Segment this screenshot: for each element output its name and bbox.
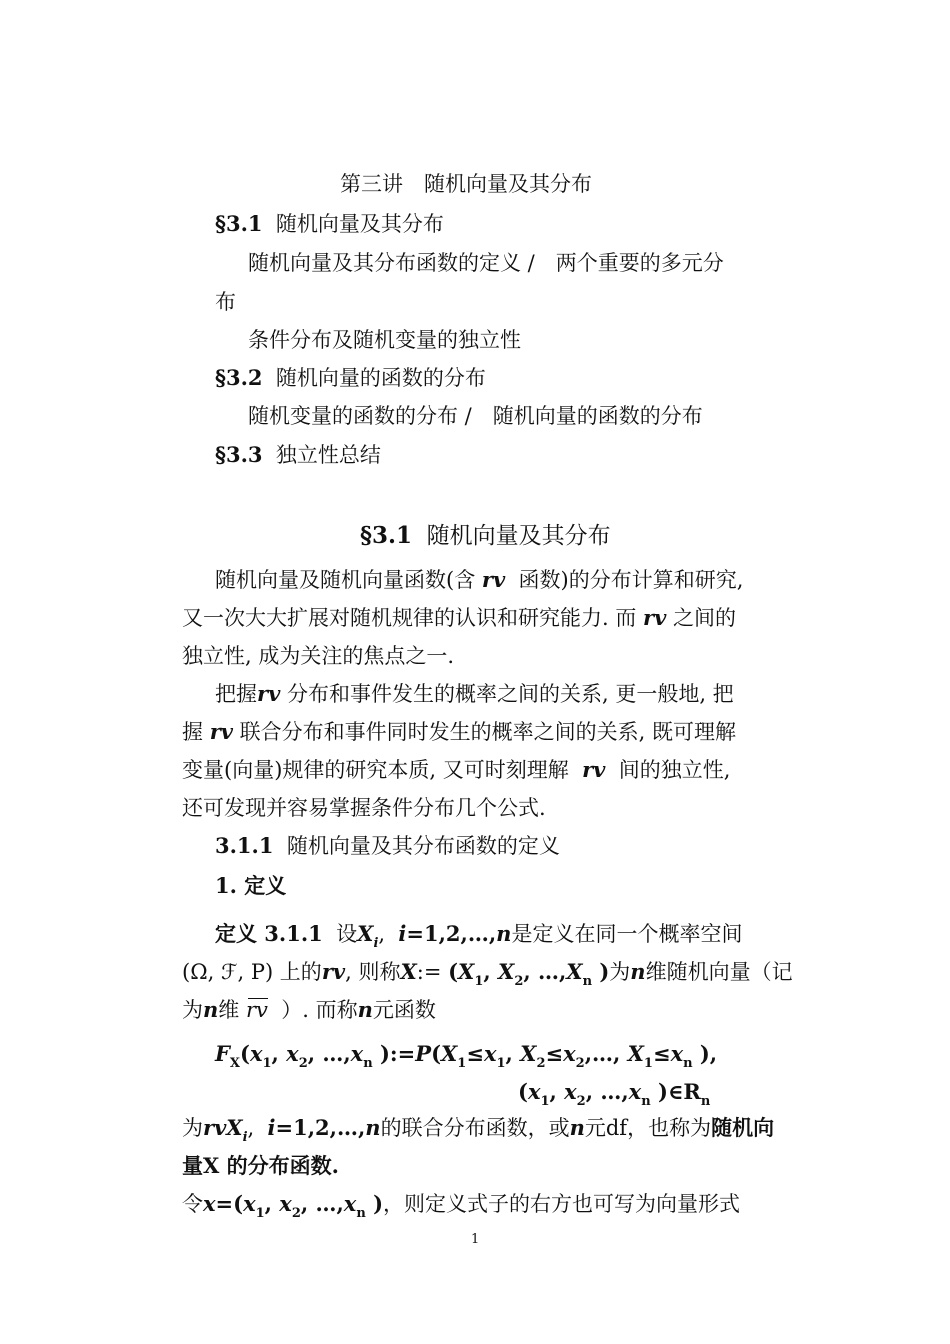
- page-number: 1: [471, 1232, 480, 1247]
- def-text: 维: [218, 998, 240, 1022]
- def-line3: 为n维 rv ）. 而称n元函数: [182, 997, 436, 1022]
- p2-line2: [182, 718, 736, 746]
- toc-s31: [215, 210, 444, 238]
- subsection-311: [215, 832, 560, 860]
- subsection-title: 随机向量及其分布函数的定义: [286, 834, 560, 858]
- p2-text: 联合分布和事件同时发生的概率之间的关系, 既可理解: [239, 720, 737, 744]
- rv-vector-symbol: rv: [245, 998, 268, 1022]
- def-after-line2: 量X 的分布函数.: [182, 1153, 339, 1178]
- toc-s31-title: 随机向量及其分布: [275, 212, 444, 236]
- toc-s31-line2: 条件分布及随机变量的独立性: [248, 328, 521, 352]
- math-vector-def: X: [400, 959, 417, 984]
- subsection-num: 3.1.1: [215, 833, 274, 858]
- def-text: 令: [182, 1192, 203, 1216]
- toc-s31-num: §3.1: [215, 211, 263, 236]
- p2-line4: 还可发现并容易掌握条件分布几个公式.: [182, 796, 546, 820]
- math-X: $X_i$: [357, 921, 379, 951]
- section-heading: [360, 522, 611, 550]
- p2-line1: [215, 680, 734, 708]
- rv-term: rv: [481, 567, 506, 592]
- def-label: 定义 3.1.1: [215, 921, 323, 946]
- toc-s33: [215, 441, 381, 469]
- p1-text: 又一次大大扩展对随机规律的认识和研究能力. 而: [182, 606, 637, 630]
- def-text: 为: [182, 1116, 203, 1140]
- item-1: 1. 定义: [215, 873, 287, 898]
- p2-text: 变量(向量)规律的研究本质, 又可时刻理解: [182, 758, 569, 782]
- section-num: §3.1: [360, 522, 413, 549]
- math-index: i=1,2,…,n: [398, 921, 512, 946]
- p1-line1: [215, 566, 743, 594]
- p2-line3: [182, 756, 730, 784]
- toc-s31-line1: 随机向量及其分布函数的定义 / 两个重要的多元分: [248, 251, 724, 275]
- def-after-line1: 为rvX$_i$, i=1,2,…,n的联合分布函数，或n元df，也称为随机向: [182, 1115, 775, 1145]
- def-last-line: [182, 1190, 740, 1228]
- p1-line2: [182, 604, 736, 632]
- p1-line3: 独立性, 成为关注的焦点之一.: [182, 644, 455, 668]
- p1-text: 随机向量及随机向量函数(含: [215, 568, 476, 592]
- toc-s33-num: §3.3: [215, 442, 263, 467]
- p2-text: 把握: [215, 682, 257, 706]
- def-line1: 定义 3.1.1 设$X_i$, i=1,2,…,n是定义在同一个概率空间: [215, 921, 743, 951]
- def-line2: (Ω, ℱ, P) 上的rv, 则称X:= ($X_1$, $X_2$, $\dots,X_n$ )为n维随机向量（记: [182, 959, 793, 989]
- math-vector: ($X_1$, $X_2$, $\dots,X_n$ ): [448, 959, 610, 989]
- rv-term: rv: [257, 681, 281, 706]
- def-text: 元函数: [372, 998, 436, 1022]
- def-text: , 则称: [345, 960, 401, 984]
- def-text: 为: [609, 960, 631, 984]
- toc-s32-num: §3.2: [215, 365, 263, 390]
- page-title: 第三讲 随机向量及其分布: [340, 172, 592, 196]
- section-title: 随机向量及其分布: [426, 523, 611, 549]
- formula-line1: $F_X(x_1$, $x_2$, $\dots,x_n$ )$:=P(X_1\le x_1$, $X_2\le x_2,\dots$, $X_1\le x_n$ ),: [215, 1041, 718, 1071]
- p2-text: 分布和事件发生的概率之间的关系, 更一般地, 把: [286, 682, 734, 706]
- p1-text: 函数)的分布计算和研究,: [518, 568, 744, 592]
- toc-s32-title: 随机向量的函数的分布: [275, 366, 486, 390]
- formula-line2: ($x_1$, $x_2$, $\dots,x_n$ )$\in R_n$: [518, 1079, 711, 1109]
- def-text: 是定义在同一个概率空间: [511, 922, 743, 946]
- def-text: ）. 而称: [281, 998, 358, 1022]
- def-text: 的联合分布函数，或: [380, 1116, 570, 1140]
- toc-s32-line1: 随机变量的函数的分布 / 随机向量的函数的分布: [248, 404, 703, 428]
- def-text: 元df，也称为: [584, 1116, 712, 1140]
- toc-s33-title: 独立性总结: [275, 443, 381, 467]
- rv-term: rv: [209, 719, 233, 744]
- toc-s31-line1-wrap: 布: [215, 290, 236, 314]
- def-text: 维随机向量（记: [645, 960, 793, 984]
- def-text: (Ω, ℱ, P) 上的: [182, 960, 322, 984]
- rv-term: rv: [321, 959, 346, 984]
- def-text: ，则定义式子的右方也可写为向量形式: [383, 1192, 741, 1216]
- p2-text: 握: [182, 720, 203, 744]
- rv-term: rv: [582, 757, 606, 782]
- def-text: 为: [182, 998, 203, 1022]
- math-x-vector: $x=(x_1$, $x_2$, $\dots,x_n$ ): [203, 1191, 384, 1221]
- rv-term: rv: [643, 605, 667, 630]
- def-text: 随机向: [711, 1115, 775, 1140]
- def-text: 设: [336, 922, 358, 946]
- p1-text: 之间的: [673, 606, 737, 630]
- toc-s32: [215, 364, 486, 392]
- p2-text: 间的独立性,: [618, 758, 731, 782]
